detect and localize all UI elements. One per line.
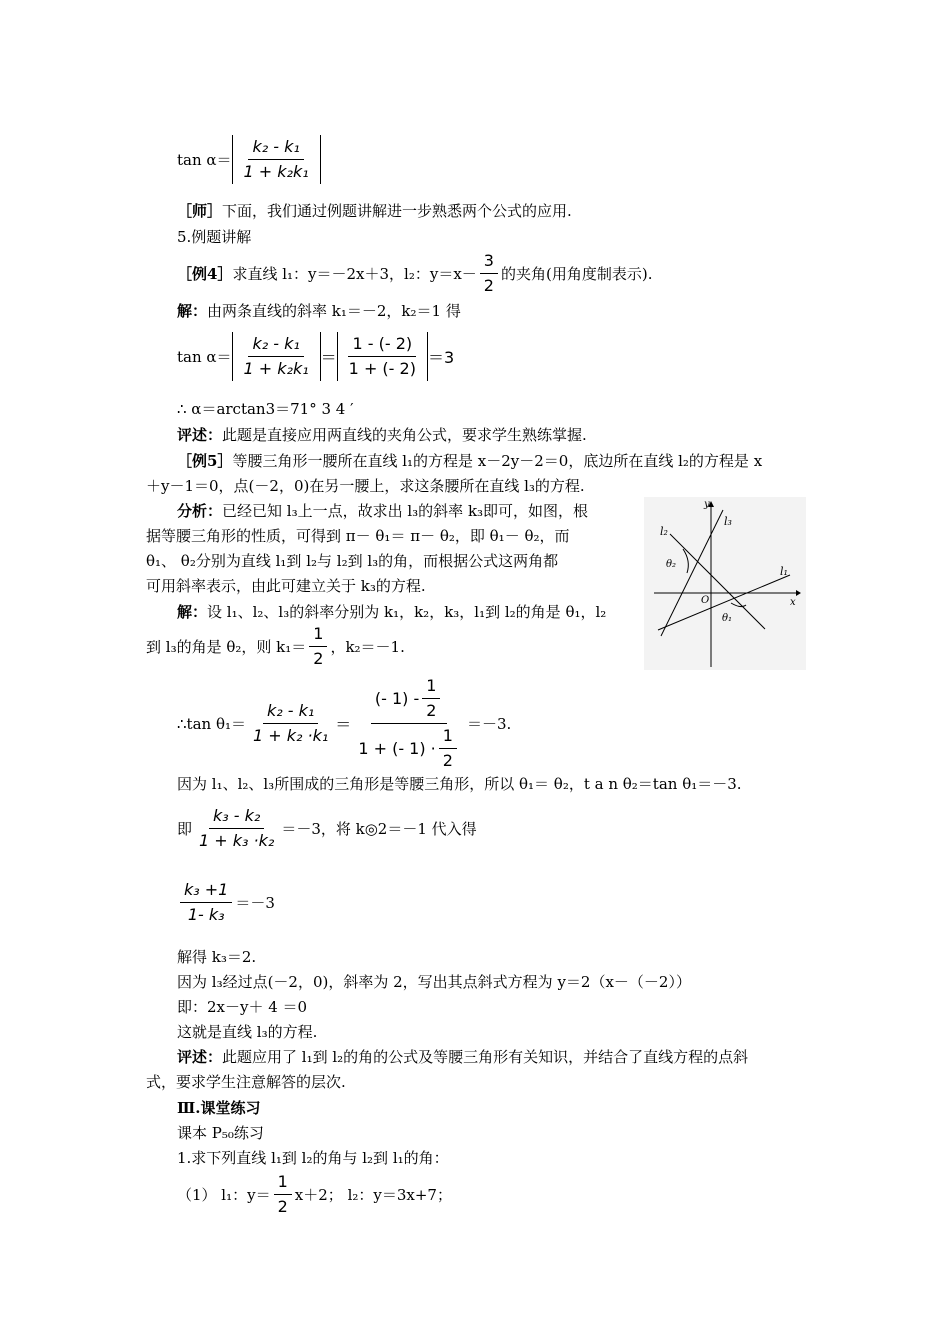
example-4-text-b: 的夹角(用角度制表示). <box>500 265 653 283</box>
formula-2 <box>177 332 454 381</box>
formula-lhs: tan α＝ <box>177 348 232 366</box>
fraction-numerator: k₃ +1 <box>180 880 232 903</box>
l3-label: l₃ <box>724 515 732 528</box>
fraction-denominator: 2 <box>426 701 437 720</box>
comment-tag: 评述： <box>177 1048 223 1066</box>
conclusion-text: 这就是直线 l₃的方程. <box>177 1023 318 1041</box>
formula-result: ＝3 <box>427 348 455 367</box>
equals-sign: ＝ <box>320 348 337 367</box>
example-5-text: 等腰三角形一腰所在直线 l₁的方程是 x－2y－2＝0，底边所在直线 l₂的方程是 x <box>232 452 763 470</box>
exercise-prefix: （1） l₁：y＝ <box>177 1186 271 1204</box>
fraction-numerator: 1 <box>309 624 327 647</box>
l1-label: l₁ <box>780 565 788 578</box>
exercise-1: 1.求下列直线 l₁到 l₂的角与 l₂到 l₁的角： <box>177 1149 449 1167</box>
formula-lhs: tan α＝ <box>177 151 232 169</box>
analysis-tag: 分析： <box>177 502 223 520</box>
x-axis-arrow <box>796 590 801 596</box>
teacher-tag: ［师］ <box>177 202 223 220</box>
result-k3: 解得 k₃＝2. <box>177 948 257 966</box>
analysis-line-2: 据等腰三角形的性质，可得到 π－ θ₁＝ π－ θ₂，即 θ₁－ θ₂，而 <box>146 527 570 545</box>
formula-suffix: ＝－3 <box>235 894 275 912</box>
line-l3 <box>661 510 723 636</box>
comment-1 <box>177 424 587 446</box>
example-4-tag: ［例4］ <box>177 265 233 283</box>
exercise-suffix: x＋2； l₂：y＝3x+7； <box>294 1186 452 1204</box>
fraction-denominator: 2 <box>313 649 324 668</box>
formula-3 <box>177 676 511 771</box>
example-4-text-a: 求直线 l₁：y＝－2x＋3，l₂：y＝x－ <box>232 265 477 283</box>
exercise-1-part-1 <box>177 1172 452 1217</box>
comment-text: 此题应用了 l₁到 l₂的角的公式及等腰三角形有关知识，并结合了直线方程的点斜 <box>222 1048 749 1066</box>
comment-2-line-2: 式，要求学生注意解答的层次. <box>146 1073 346 1091</box>
absolute-value <box>337 332 428 381</box>
comment-tag: 评述： <box>177 426 223 444</box>
formula-lhs: ∴tan θ₁＝ <box>177 715 246 733</box>
formula-prefix: 即 <box>177 820 193 838</box>
paragraph-isosceles: 因为 l₁、l₂、l₃所围成的三角形是等腰三角形，所以 θ₁＝ θ₂，t a n θ₂＝tan θ₁＝－3. <box>177 775 742 793</box>
origin-label: O <box>701 595 710 606</box>
textbook-reference: 课本 P₅₀练习 <box>177 1124 264 1142</box>
solution-2-line-1 <box>177 601 606 623</box>
solution-text-b: ，k₂＝－1. <box>330 638 405 656</box>
fraction-denominator: 1 + k₃ ·k₂ <box>199 831 275 850</box>
example-5-line-2: ＋y－1＝0，点(－2，0)在另一腰上，求这条腰所在直线 l₃的方程. <box>146 477 585 495</box>
formula-tan-alpha <box>177 135 321 184</box>
theta2-label: θ₂ <box>666 559 677 570</box>
example-5-tag: ［例5］ <box>177 452 233 470</box>
analysis-text: 已经已知 l₃上一点，故求出 l₃的斜率 k₃即可，如图，根 <box>222 502 589 520</box>
formula-result: ＝－3. <box>466 715 512 733</box>
absolute-value <box>232 135 321 184</box>
example-4 <box>177 251 652 296</box>
equals-sign: ＝ <box>335 715 352 734</box>
lines-figure <box>644 497 806 670</box>
numerator-text: (- 1) - <box>374 688 420 708</box>
example-5-line-1 <box>177 450 762 472</box>
teacher-text: 下面，我们通过例题讲解进一步熟悉两个公式的应用. <box>222 202 572 220</box>
fraction-numerator: k₂ - k₁ <box>248 334 303 357</box>
fraction-numerator: k₂ - k₁ <box>263 701 318 724</box>
theta2-arc <box>683 549 688 573</box>
solution-tag: 解： <box>177 603 208 621</box>
fraction-denominator: 2 <box>483 276 494 295</box>
absolute-value <box>232 332 321 381</box>
line-l2 <box>670 534 765 629</box>
analysis-line-1 <box>177 500 588 522</box>
comment-2-line-1 <box>177 1046 748 1068</box>
solution-text: 设 l₁、l₂、l₃的斜率分别为 k₁，k₂，k₃，l₁到 l₂的角是 θ₁，l₂ <box>207 603 607 621</box>
theta1-label: θ₁ <box>722 613 733 624</box>
formula-suffix: ＝－3，将 k◎2＝－1 代入得 <box>281 820 477 838</box>
solution-text: 由两条直线的斜率 k₁＝－2，k₂＝1 得 <box>207 302 461 320</box>
solution-tag: 解： <box>177 302 208 320</box>
solution-2-line-2 <box>146 624 405 669</box>
point-slope-text: 因为 l₃经过点(－2，0)，斜率为 2，写出其点斜式方程为 y＝2（x－（－2）） <box>177 973 691 991</box>
solution-1 <box>177 300 461 322</box>
section-heading-practice: Ⅲ.课堂练习 <box>177 1099 261 1117</box>
fraction-denominator: 1 + (- 2) <box>348 359 416 378</box>
fraction-denominator: 2 <box>277 1197 288 1216</box>
solution-text-a: 到 l₃的角是 θ₂，则 k₁＝ <box>146 638 307 656</box>
fraction-denominator: 1 + k₂ ·k₁ <box>253 726 329 745</box>
fraction-numerator: 3 <box>480 251 498 274</box>
fraction-denominator: 1- k₃ <box>187 905 225 924</box>
fraction-numerator: 1 - (- 2) <box>348 334 416 357</box>
fraction-numerator: k₃ - k₂ <box>209 806 264 829</box>
formula-4 <box>177 806 477 851</box>
theta1-arc <box>731 603 746 607</box>
formula-5 <box>177 880 275 925</box>
section-heading-examples: 5.例题讲解 <box>177 228 252 246</box>
analysis-line-3: θ₁、 θ₂分别为直线 l₁到 l₂与 l₂到 l₃的角，而根据公式这两角都 <box>146 552 559 570</box>
fraction-denominator: 1 + k₂k₁ <box>243 162 309 181</box>
l2-label: l₂ <box>660 525 668 538</box>
fraction-numerator: 1 <box>274 1172 292 1195</box>
equation-text: 即：2x－y＋ 4 ＝0 <box>177 998 308 1016</box>
fraction-numerator: k₂ - k₁ <box>248 137 303 160</box>
fraction-numerator: 1 <box>422 676 440 699</box>
figure-svg <box>644 497 806 670</box>
fraction-denominator: 1 + k₂k₁ <box>243 359 309 378</box>
fraction-numerator: 1 <box>439 726 457 749</box>
x-label: x <box>790 597 796 608</box>
analysis-line-4: 可用斜率表示，由此可建立关于 k₃的方程. <box>146 577 426 595</box>
fraction-denominator: 2 <box>442 751 453 770</box>
comment-text: 此题是直接应用两直线的夹角公式，要求学生熟练掌握. <box>222 426 587 444</box>
denominator-text: 1 + (- 1) · <box>358 738 436 758</box>
therefore-line: ∴ α＝arctan3＝71° 3 4 ′ <box>177 400 354 418</box>
teacher-paragraph <box>177 200 572 222</box>
y-label: y <box>704 499 710 510</box>
